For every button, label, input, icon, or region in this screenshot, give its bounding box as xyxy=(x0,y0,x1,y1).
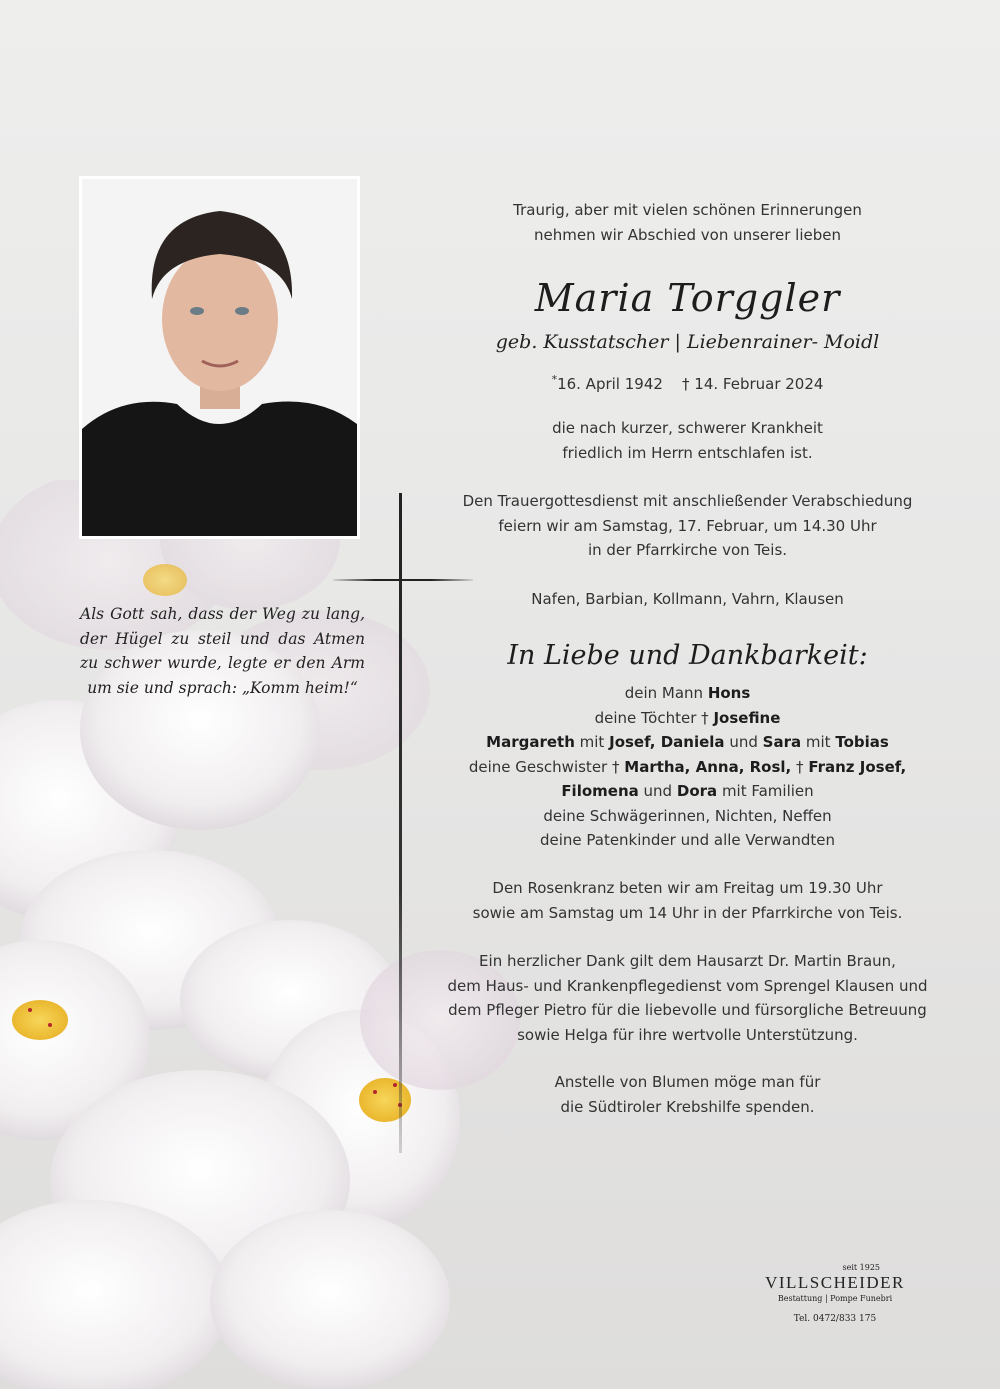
portrait-frame xyxy=(79,176,360,539)
funeral-home-name: VILLSCHEIDER xyxy=(765,1273,905,1292)
cross-vertical xyxy=(399,493,402,1153)
funeral-home-since: seit 1925 xyxy=(842,1263,880,1272)
siblings-4: Dora xyxy=(676,782,718,800)
places-list: Nafen, Barbian, Kollmann, Vahrn, Klausen xyxy=(531,590,844,608)
death-line-2: friedlich im Herrn entschlafen ist. xyxy=(562,443,813,462)
birth-symbol: * xyxy=(551,373,558,386)
mourners-list xyxy=(430,681,945,853)
rosary-line-2: sowie am Samstag um 14 Uhr in der Pfarrkirche von Teis. xyxy=(472,903,903,922)
grandchild-name: Sara xyxy=(762,733,802,751)
funeral-home-subtitle: Bestattung | Pompe Funebri xyxy=(777,1294,893,1303)
siblings-2: Franz Josef, xyxy=(808,757,907,776)
maiden-name: geb. Kusstatscher | Liebenrainer- Moidl xyxy=(495,331,880,353)
memorial-quote: Als Gott sah, dass der Weg zu lang, der Hügel zu steil und das Atmen zu schwer wurde, legte er den Arm um sie und sprach: „Komm heim!“ xyxy=(80,605,365,697)
service-line-3: in der Pfarrkirche von Teis. xyxy=(587,541,788,559)
daughter-2: Margareth xyxy=(486,733,575,751)
husband-line xyxy=(430,681,945,706)
thanks-line-2: dem Haus- und Krankenpflegedienst vom Sprengel Klausen und xyxy=(447,976,928,995)
husband-name: Hons xyxy=(707,684,751,702)
birth-date: 16. April 1942 xyxy=(557,375,663,393)
thanks-line-4: sowie Helga für ihre wertvolle Unterstützung. xyxy=(517,1025,858,1044)
service-line-2: feiern wir am Samstag, 17. Februar, um 14.30 Uhr xyxy=(498,516,877,535)
death-symbol: † xyxy=(682,375,690,393)
und-word-2: und xyxy=(643,782,673,800)
daughter2-partners: Josef, Daniela xyxy=(609,733,725,751)
intro-line-2: nehmen wir Abschied von unserer lieben xyxy=(534,225,841,244)
thanks-line-3: dem Pfleger Pietro für die liebevolle und fürsorgliche Betreuung xyxy=(448,1001,927,1019)
siblings-dagger: † xyxy=(796,757,804,776)
daughter2-line xyxy=(430,730,945,755)
und-word: und xyxy=(729,733,758,751)
siblings-line-2 xyxy=(430,779,945,804)
donation-line-2: die Südtiroler Krebshilfe spenden. xyxy=(560,1097,815,1116)
intro-line-1: Traurig, aber mit vielen schönen Erinnerungen xyxy=(513,201,862,219)
portrait-photo xyxy=(82,179,357,536)
daughters-line xyxy=(430,706,945,731)
siblings-3: Filomena xyxy=(561,782,639,800)
death-text xyxy=(430,416,945,465)
husband-prefix: dein Mann xyxy=(624,684,704,702)
siblings-line xyxy=(430,755,945,780)
donation-line-1: Anstelle von Blumen möge man für xyxy=(554,1073,821,1091)
cross-horizontal xyxy=(333,579,473,581)
funeral-home-phone: Tel. 0472/833 175 xyxy=(793,1314,877,1324)
rosary-line-1: Den Rosenkranz beten wir am Freitag um 19.30 Uhr xyxy=(492,879,883,897)
inlaws-line: deine Schwägerinnen, Nichten, Neffen xyxy=(543,806,832,825)
service-line-1: Den Trauergottesdienst mit anschließender Verabschiedung xyxy=(462,492,913,510)
funeral-service xyxy=(430,489,945,563)
donation-text xyxy=(430,1070,945,1119)
siblings-prefix: deine Geschwister † xyxy=(468,757,620,776)
godchildren-line: deine Patenkinder und alle Verwandten xyxy=(539,831,836,849)
daughter-1: Josefine xyxy=(713,708,781,727)
thanks-text xyxy=(430,949,945,1047)
siblings-1: Martha, Anna, Rosl, xyxy=(624,757,792,776)
mit-word-2: mit xyxy=(805,733,831,751)
mourners-heading: In Liebe und Dankbarkeit: xyxy=(507,640,868,671)
mit-word: mit xyxy=(579,733,605,751)
funeral-home-logo xyxy=(760,1263,910,1329)
grandchild-partner: Tobias xyxy=(835,733,889,751)
death-line-1: die nach kurzer, schwerer Krankheit xyxy=(552,419,823,437)
thanks-line-1: Ein herzlicher Dank gilt dem Hausarzt Dr. Martin Braun, xyxy=(479,952,896,970)
rosary-text xyxy=(430,876,945,925)
with-families: mit Familien xyxy=(721,782,814,800)
intro-text xyxy=(430,198,945,247)
life-dates xyxy=(430,368,945,397)
daughters-prefix: deine Töchter † xyxy=(594,708,709,727)
deceased-name: Maria Torggler xyxy=(534,276,841,320)
death-date: 14. Februar 2024 xyxy=(694,375,824,393)
